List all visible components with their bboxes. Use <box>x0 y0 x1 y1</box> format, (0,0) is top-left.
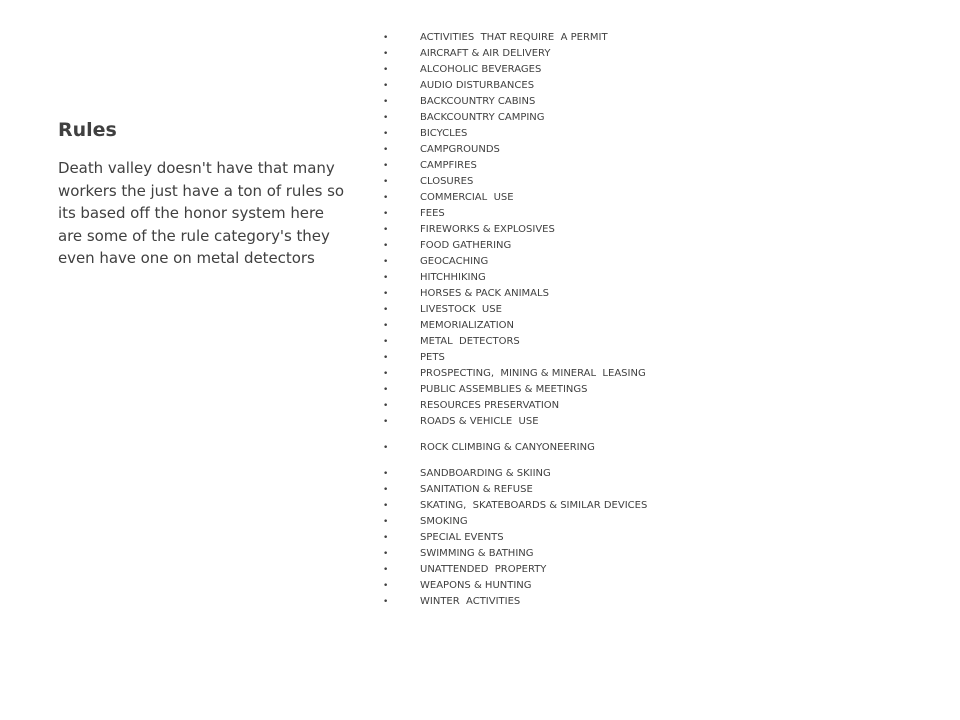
bullet-icon: • <box>383 443 389 453</box>
rule-category-item <box>383 546 647 562</box>
rule-category-label: SKATING, SKATEBOARDS & SIMILAR DEVICES <box>420 500 648 511</box>
bullet-icon: • <box>383 385 389 395</box>
bullet-icon: • <box>383 97 389 107</box>
bullet-icon: • <box>383 49 389 59</box>
rule-category-label: SWIMMING & BATHING <box>420 548 534 559</box>
bullet-icon: • <box>383 177 389 187</box>
rule-category-label: UNATTENDED PROPERTY <box>420 564 547 575</box>
rule-category-item <box>383 498 647 514</box>
bullet-icon: • <box>383 113 389 123</box>
rule-category-item <box>383 466 647 482</box>
rule-category-label: HITCHHIKING <box>420 272 486 283</box>
bullet-icon: • <box>383 337 389 347</box>
slide-description: Death valley doesn't have that many workers the just have a ton of rules so its based off the honor system here are some of the rule category's they even have one on metal detectors <box>58 159 345 268</box>
rule-category-item <box>383 578 647 594</box>
rule-category-label: PROSPECTING, MINING & MINERAL LEASING <box>420 368 646 379</box>
rule-category-label: FOOD GATHERING <box>420 240 512 251</box>
rule-category-item <box>383 382 647 398</box>
rule-category-label: AUDIO DISTURBANCES <box>420 80 535 91</box>
rule-category-item <box>383 174 647 190</box>
rule-category-item <box>383 110 647 126</box>
rule-category-label: SANDBOARDING & SKIING <box>420 468 551 479</box>
bullet-icon: • <box>383 225 389 235</box>
rule-category-label: SANITATION & REFUSE <box>420 484 533 495</box>
rule-category-label: RESOURCES PRESERVATION <box>420 400 560 411</box>
rule-category-item <box>383 126 647 142</box>
rule-category-label: CAMPGROUNDS <box>420 144 500 155</box>
rule-category-item <box>383 158 647 174</box>
rule-category-item <box>383 414 647 430</box>
bullet-icon: • <box>383 353 389 363</box>
bullet-icon: • <box>383 273 389 283</box>
rule-category-label: PETS <box>420 352 445 363</box>
bullet-icon: • <box>383 305 389 315</box>
rule-category-item <box>383 254 647 270</box>
rule-category-label: COMMERCIAL USE <box>420 192 514 203</box>
rule-category-item <box>383 142 647 158</box>
bullet-icon: • <box>383 145 389 155</box>
bullet-icon: • <box>383 597 389 607</box>
rule-category-label: HORSES & PACK ANIMALS <box>420 288 549 299</box>
rule-category-label: ROCK CLIMBING & CANYONEERING <box>420 442 595 453</box>
bullet-icon: • <box>383 33 389 43</box>
rule-category-label: FIREWORKS & EXPLOSIVES <box>420 224 555 235</box>
rule-category-item <box>383 594 647 610</box>
bullet-icon: • <box>383 581 389 591</box>
rule-category-label: MEMORIALIZATION <box>420 320 515 331</box>
rule-category-item <box>383 270 647 286</box>
rule-category-label: LIVESTOCK USE <box>420 304 502 315</box>
rule-category-item <box>383 46 647 62</box>
rule-category-label: GEOCACHING <box>420 256 489 267</box>
rule-category-label: WINTER ACTIVITIES <box>420 596 521 607</box>
bullet-icon: • <box>383 209 389 219</box>
rule-category-item <box>383 190 647 206</box>
bullet-icon: • <box>383 549 389 559</box>
rule-category-label: ALCOHOLIC BEVERAGES <box>420 64 542 75</box>
slide-title: Rules <box>58 119 117 141</box>
rule-category-label: BACKCOUNTRY CAMPING <box>420 112 545 123</box>
bullet-icon: • <box>383 517 389 527</box>
rule-category-item <box>383 222 647 238</box>
rule-category-label: ROADS & VEHICLE USE <box>420 416 539 427</box>
bullet-icon: • <box>383 241 389 251</box>
rule-category-label: WEAPONS & HUNTING <box>420 580 532 591</box>
rule-category-label: METAL DETECTORS <box>420 336 520 347</box>
bullet-icon: • <box>383 485 389 495</box>
rule-category-item <box>383 366 647 382</box>
rule-category-item <box>383 350 647 366</box>
rule-category-label: SMOKING <box>420 516 468 527</box>
bullet-icon: • <box>383 565 389 575</box>
rule-category-item <box>383 238 647 254</box>
rule-category-label: PUBLIC ASSEMBLIES & MEETINGS <box>420 384 588 395</box>
rule-category-label: SPECIAL EVENTS <box>420 532 504 543</box>
rule-category-label: CLOSURES <box>420 176 474 187</box>
bullet-icon: • <box>383 81 389 91</box>
bullet-icon: • <box>383 533 389 543</box>
bullet-icon: • <box>383 417 389 427</box>
rule-category-item <box>383 334 647 350</box>
rule-category-item <box>383 302 647 318</box>
rule-category-item <box>383 30 647 46</box>
bullet-icon: • <box>383 321 389 331</box>
rule-categories-list <box>383 30 647 610</box>
bullet-icon: • <box>383 289 389 299</box>
title-and-description <box>58 115 348 270</box>
rule-category-label: BACKCOUNTRY CABINS <box>420 96 536 107</box>
rule-category-item <box>383 562 647 578</box>
bullet-icon: • <box>383 257 389 267</box>
rule-category-item <box>383 440 647 456</box>
rule-category-label: CAMPFIRES <box>420 160 477 171</box>
bullet-icon: • <box>383 401 389 411</box>
rule-category-item <box>383 514 647 530</box>
bullet-icon: • <box>383 129 389 139</box>
bullet-icon: • <box>383 161 389 171</box>
rule-category-item <box>383 78 647 94</box>
rule-category-item <box>383 62 647 78</box>
rule-category-item <box>383 482 647 498</box>
rule-category-label: BICYCLES <box>420 128 468 139</box>
rule-category-label: AIRCRAFT & AIR DELIVERY <box>420 48 551 59</box>
rule-category-label: ACTIVITIES THAT REQUIRE A PERMIT <box>420 32 608 43</box>
bullet-icon: • <box>383 193 389 203</box>
rule-category-item <box>383 530 647 546</box>
bullet-icon: • <box>383 469 389 479</box>
rule-category-item <box>383 94 647 110</box>
rule-category-item <box>383 286 647 302</box>
bullet-icon: • <box>383 501 389 511</box>
rule-category-item <box>383 398 647 414</box>
bullet-icon: • <box>383 369 389 379</box>
rule-category-item <box>383 318 647 334</box>
rule-category-item <box>383 206 647 222</box>
rule-category-label: FEES <box>420 208 445 219</box>
bullet-icon: • <box>383 65 389 75</box>
